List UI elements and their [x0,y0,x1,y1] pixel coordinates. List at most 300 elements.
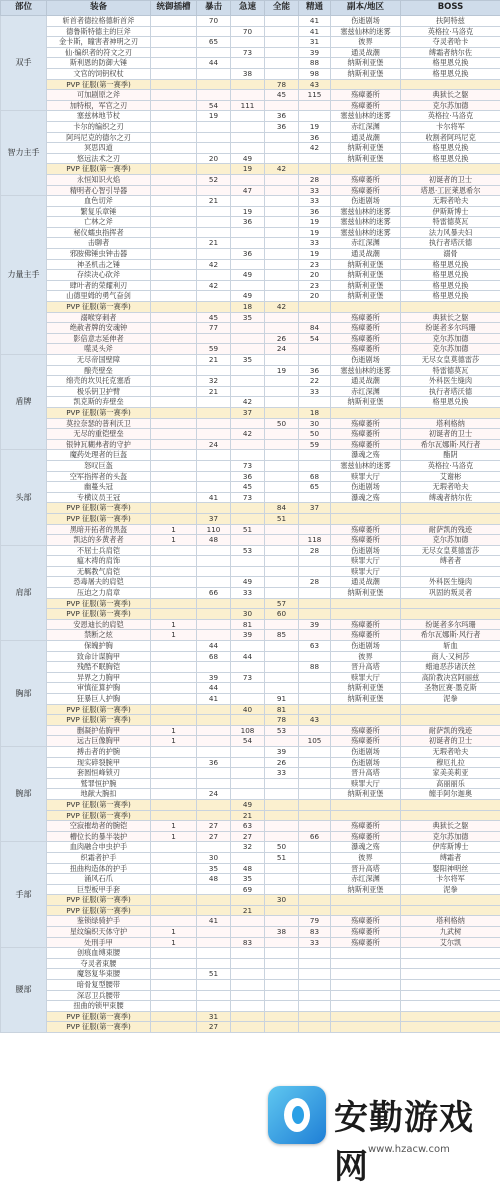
haste-value [231,757,265,768]
haste-value [231,683,265,694]
boss-name [401,566,500,577]
vers-value: 50 [265,418,299,429]
instance-name [331,302,401,313]
instance-name: 殇瘴萎所 [331,185,401,196]
mastery-value: 65 [299,482,331,493]
table-row [1,344,500,355]
boss-name [401,1011,500,1022]
instance-name: 晋升高塔 [331,662,401,673]
mastery-value [299,694,331,705]
haste-value [231,566,265,577]
gear-name: 可加剧原之斧 [47,90,151,101]
boss-name: 酯阴 [401,450,500,461]
instance-name: 赎罪大厅 [331,566,401,577]
gear-name: 织霜者护手 [47,852,151,863]
vers-value [265,810,299,821]
socket-value [151,852,197,863]
haste-value: 63 [231,821,265,832]
boss-name: 艾谢彬 [401,471,500,482]
gear-name: 暗骨复型腰带 [47,980,151,991]
gear-name: 魔怒复华束腰 [47,969,151,980]
part-label: 智力主手 [1,111,47,196]
instance-name: 赎罪大厅 [331,471,401,482]
vers-value: 26 [265,333,299,344]
table-row [1,535,500,546]
vers-value [265,174,299,185]
gear-name: 绝赦者牌的安魂钟 [47,323,151,334]
gear-name: 邪胺佛锤虫钟击器 [47,249,151,260]
haste-value [231,852,265,863]
socket-value [151,503,197,514]
gear-name: 斩首者德拉格德斩首斧 [47,16,151,27]
instance-name: 纳斯利亚堡 [331,143,401,154]
boss-name: 圣物匠赛·墨克斯 [401,683,500,694]
watermark-name: 安勤游戏网 [334,1090,500,1188]
gear-name: 压迫之力肩章 [47,588,151,599]
instance-name [331,503,401,514]
haste-value [231,990,265,1001]
crit-value [197,164,231,175]
mastery-value: 18 [299,407,331,418]
crit-value [197,47,231,58]
socket-value [151,662,197,673]
gear-name: 星纹编织天体守护 [47,927,151,938]
vers-value [265,980,299,991]
boss-name: 无瑕者哈夫 [401,196,500,207]
instance-name [331,948,401,959]
crit-value [197,217,231,228]
crit-value: 27 [197,831,231,842]
gear-name: 无羁教气肩铠 [47,566,151,577]
socket-value [151,259,197,270]
haste-value [231,513,265,524]
haste-value [231,715,265,726]
instance-name: 赎罪大厅 [331,778,401,789]
crit-value [197,609,231,620]
vers-value [265,1001,299,1012]
haste-value [231,556,265,567]
table-row [1,588,500,599]
part-label: 腰部 [1,948,47,1033]
gear-name: 黑暗开拓者的黑盔 [47,524,151,535]
haste-value: 49 [231,153,265,164]
mastery-value [299,460,331,471]
socket-value [151,958,197,969]
gear-name: 秘仪蠕虫指挥者 [47,227,151,238]
mastery-value: 37 [299,503,331,514]
crit-value: 70 [197,16,231,27]
socket-value [151,217,197,228]
socket-value [151,884,197,895]
table-row [1,460,500,471]
table-row [1,672,500,683]
socket-value [151,969,197,980]
socket-value [151,143,197,154]
boss-name [401,598,500,609]
mastery-value [299,312,331,323]
mastery-value: 105 [299,736,331,747]
table-row [1,249,500,260]
crit-value [197,482,231,493]
boss-name: 艾尔凯 [401,937,500,948]
socket-value [151,100,197,111]
gear-name: 凯克斯的弃壁垒 [47,397,151,408]
table-row [1,937,500,948]
socket-value [151,916,197,927]
crit-value [197,249,231,260]
gear-name: 鉴锁绿骑护手 [47,916,151,927]
mastery-value: 66 [299,831,331,842]
instance-name: 赎罪大厅 [331,672,401,683]
mastery-value: 39 [299,619,331,630]
table-row [1,206,500,217]
gear-name: 血肉融合申虫护手 [47,842,151,853]
boss-name: 特雷德莫瓦 [401,365,500,376]
gear-name: 凯达的多黄者者 [47,535,151,546]
vers-value [265,884,299,895]
haste-value: 48 [231,863,265,874]
table-row [1,121,500,132]
table-row [1,280,500,291]
instance-name: 通灵战潮 [331,132,401,143]
boss-name: 纷诞者多尔玛珊 [401,619,500,630]
instance-name [331,513,401,524]
haste-value [231,79,265,90]
instance-name [331,407,401,418]
mastery-value: 20 [299,291,331,302]
gear-name: PVP 征服(第一赛季) [47,302,151,313]
boss-name: 无尽女皇莫德雷莎 [401,355,500,366]
socket-value [151,206,197,217]
crit-value [197,842,231,853]
haste-value: 73 [231,672,265,683]
vers-value [265,386,299,397]
instance-name [331,704,401,715]
table-row [1,916,500,927]
table-row [1,524,500,535]
vers-value: 81 [265,704,299,715]
crit-value: 21 [197,355,231,366]
header-socket: 统御插槽 [151,1,197,16]
socket-value [151,566,197,577]
boss-name: 卡尔将军 [401,121,500,132]
gear-name: PVP 征服(第一赛季) [47,513,151,524]
boss-name: 典狱长之躯 [401,312,500,323]
boss-name: 英格拉·马洛克 [401,460,500,471]
crit-value [197,460,231,471]
haste-value [231,16,265,27]
instance-name [331,969,401,980]
boss-name: 克尔苏加德 [401,535,500,546]
crit-value: 44 [197,683,231,694]
mastery-value [299,397,331,408]
socket-value [151,47,197,58]
table-row [1,302,500,313]
boss-name: 缚霜者纳尔佐 [401,47,500,58]
instance-name [331,1011,401,1022]
vers-value: 24 [265,344,299,355]
boss-name: 塔利格纳 [401,916,500,927]
socket-value [151,185,197,196]
instance-name [331,980,401,991]
gear-name: 卡尔的编织之刃 [47,121,151,132]
instance-name: 赤红深渊 [331,121,401,132]
instance-name: 殇瘴萎所 [331,736,401,747]
crit-value: 39 [197,672,231,683]
haste-value [231,450,265,461]
crit-value [197,768,231,779]
crit-value: 54 [197,100,231,111]
boss-name: 格里恩兑换 [401,270,500,281]
vers-value [265,132,299,143]
crit-value: 37 [197,513,231,524]
table-row [1,185,500,196]
gear-name: 狂暴巨人护胸 [47,694,151,705]
socket-value: 1 [151,630,197,641]
socket-value: 1 [151,937,197,948]
socket-value [151,1001,197,1012]
socket-value [151,227,197,238]
boss-name: 缚霜者 [401,852,500,863]
watermark [250,1078,500,1164]
mastery-value [299,598,331,609]
instance-name: 纳斯利亚堡 [331,291,401,302]
socket-value [151,715,197,726]
instance-name: 彼界 [331,651,401,662]
table-row [1,694,500,705]
mastery-value [299,768,331,779]
vers-value [265,450,299,461]
haste-value [231,111,265,122]
boss-name: 扶阿特兹 [401,16,500,27]
instance-name: 殇瘴萎所 [331,100,401,111]
mastery-value [299,651,331,662]
boss-name: 纷诞者多尔玛珊 [401,323,500,334]
crit-value [197,503,231,514]
table-row [1,376,500,387]
table-row [1,948,500,959]
vers-value [265,270,299,281]
socket-value [151,386,197,397]
table-row [1,651,500,662]
boss-name: 高丽丽乐 [401,778,500,789]
socket-value [151,471,197,482]
gear-name: 删凝护佑胸甲 [47,725,151,736]
haste-value [231,980,265,991]
socket-value: 1 [151,524,197,535]
table-row [1,566,500,577]
gear-name: PVP 征服(第一赛季) [47,164,151,175]
mastery-value: 98 [299,68,331,79]
boss-name [401,980,500,991]
haste-value: 83 [231,937,265,948]
gear-name: 繁复乐章锤 [47,206,151,217]
haste-value: 38 [231,68,265,79]
instance-name [331,895,401,906]
boss-name: 初诞者的卫士 [401,429,500,440]
instance-name: 塞兹仙林的迷雾 [331,365,401,376]
header-mastery: 精通 [299,1,331,16]
crit-value [197,407,231,418]
boss-name [401,969,500,980]
crit-value: 21 [197,196,231,207]
gear-name: 肆叶者的荣耀利刃 [47,280,151,291]
mastery-value: 28 [299,545,331,556]
mastery-value: 22 [299,376,331,387]
table-row [1,164,500,175]
vers-value [265,100,299,111]
haste-value: 21 [231,905,265,916]
vers-value [265,821,299,832]
mastery-value: 43 [299,79,331,90]
boss-name: 伊斯斯博士 [401,206,500,217]
instance-name: 纳斯利亚堡 [331,397,401,408]
vers-value [265,429,299,440]
table-row [1,439,500,450]
vers-value [265,990,299,1001]
crit-value [197,545,231,556]
socket-value: 1 [151,927,197,938]
part-label: 腕部 [1,746,47,841]
boss-name: 初诞者的卫士 [401,174,500,185]
gear-name: 酿壳壁垒 [47,365,151,376]
gear-name: 空军指挥者的头盔 [47,471,151,482]
gear-name: PVP 征服(第一赛季) [47,810,151,821]
socket-value [151,694,197,705]
table-row [1,725,500,736]
boss-name: 耐萨凯的残迹 [401,524,500,535]
haste-value: 49 [231,291,265,302]
crit-value [197,937,231,948]
socket-value [151,609,197,620]
socket-value: 1 [151,535,197,546]
mastery-value: 68 [299,471,331,482]
gear-name: 巨型板甲手套 [47,884,151,895]
gear-name: 莫拉奈瑟的普利沃卫 [47,418,151,429]
vers-value [265,323,299,334]
crit-value [197,980,231,991]
socket-value [151,1022,197,1033]
gear-name: 银钟瓦糊弗者的守护 [47,439,151,450]
socket-value [151,58,197,69]
table-row [1,503,500,514]
boss-name: 法力风暴夫妇 [401,227,500,238]
socket-value [151,545,197,556]
mastery-value [299,164,331,175]
boss-name: 外科医生缝肉 [401,577,500,588]
table-row [1,418,500,429]
mastery-value: 31 [299,37,331,48]
mastery-value [299,111,331,122]
table-row [1,16,500,27]
mastery-value [299,810,331,821]
instance-name: 纳斯利亚堡 [331,789,401,800]
table-row [1,217,500,228]
mastery-value [299,344,331,355]
table-row [1,47,500,58]
header-haste: 急速 [231,1,265,16]
boss-name [401,958,500,969]
vers-value [265,937,299,948]
vers-value [265,280,299,291]
instance-name: 殇瘴萎所 [331,333,401,344]
crit-value: 19 [197,111,231,122]
table-row [1,831,500,842]
table-row [1,545,500,556]
instance-name: 赤红深渊 [331,238,401,249]
table-row [1,227,500,238]
vers-value: 53 [265,725,299,736]
socket-value [151,704,197,715]
haste-value: 35 [231,312,265,323]
crit-value [197,778,231,789]
instance-name: 殇瘴萎所 [331,630,401,641]
boss-name: 特雷德莫瓦 [401,217,500,228]
gear-name: 存续决心砍斧 [47,270,151,281]
boss-name: 执行者塔沃德 [401,386,500,397]
crit-value [197,958,231,969]
gear-name: 击聊者 [47,238,151,249]
haste-value [231,365,265,376]
table-row [1,746,500,757]
instance-name: 殇瘴萎所 [331,344,401,355]
vers-value [265,291,299,302]
haste-value [231,778,265,789]
vers-value: 26 [265,757,299,768]
haste-value [231,132,265,143]
table-row [1,609,500,620]
table-row [1,174,500,185]
haste-value [231,1022,265,1033]
watermark-url: www.hzacw.com [368,1144,450,1155]
socket-value [151,757,197,768]
vers-value: 33 [265,768,299,779]
haste-value: 69 [231,884,265,895]
mastery-value [299,746,331,757]
crit-value [197,90,231,101]
gear-name: 永恒知识火焰 [47,174,151,185]
socket-value [151,397,197,408]
mastery-value [299,588,331,599]
mastery-value [299,821,331,832]
crit-value: 42 [197,259,231,270]
mastery-value [299,895,331,906]
instance-name: 塞兹仙林的迷雾 [331,217,401,228]
mastery-value: 28 [299,174,331,185]
gear-name: PVP 征服(第一赛季) [47,1011,151,1022]
boss-name: 收割者阿玛尼克 [401,132,500,143]
boss-name: 格里恩兑换 [401,280,500,291]
crit-value: 68 [197,651,231,662]
boss-name: 英格拉·马洛克 [401,26,500,37]
table-row [1,355,500,366]
table-row [1,768,500,779]
table-row [1,662,500,673]
vers-value [265,1022,299,1033]
socket-value [151,863,197,874]
vers-value: 38 [265,927,299,938]
crit-value: 21 [197,386,231,397]
table-row [1,365,500,376]
mastery-value [299,1011,331,1022]
instance-name: 通灵战潮 [331,249,401,260]
crit-value: 48 [197,874,231,885]
vers-value [265,588,299,599]
socket-value [151,513,197,524]
instance-name [331,609,401,620]
vers-value [265,916,299,927]
socket-value [151,778,197,789]
